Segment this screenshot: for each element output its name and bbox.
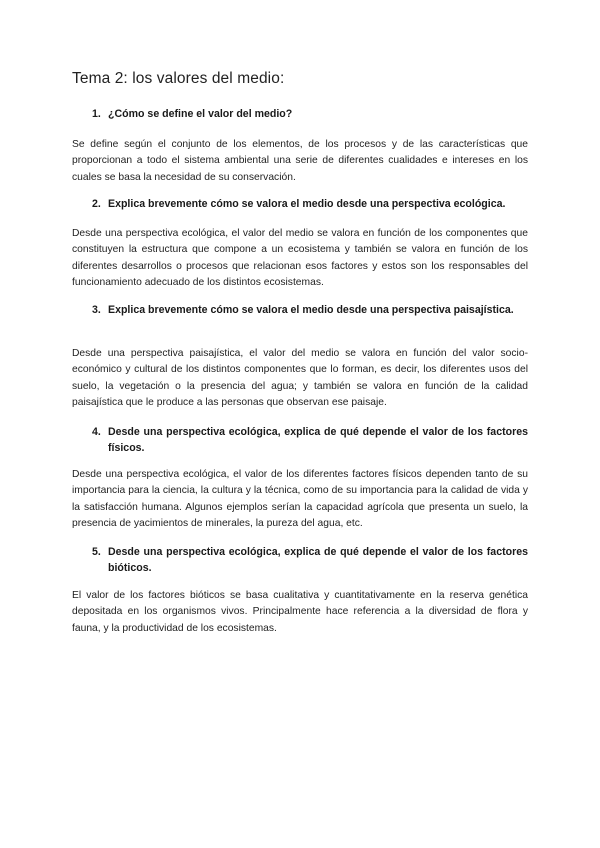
answer-3: Desde una perspectiva paisajística, el valor del medio se valora en función del valor socio-económico y cultural de los distintos componentes que lo forman, es decir, los diferentes usos del suelo, la vegetación o la presencia del agua; y también se valora en función de la calidad paisajística que le produce a las personas que observan ese paisaje.	[72, 348, 528, 408]
question-text: Desde una perspectiva ecológica, explica de qué depende el valor de los factores bióticos.	[108, 546, 528, 574]
question-text: Explica brevemente cómo se valora el medio desde una perspectiva ecológica.	[108, 198, 506, 210]
question-4	[92, 424, 528, 456]
question-number: 3.	[92, 304, 101, 316]
question-number: 2.	[92, 198, 101, 210]
answer-2: Desde una perspectiva ecológica, el valor del medio se valora en función de los componentes que constituyen la estructura que compone a un ecosistema y también se valora en función de los diferentes desarrollos o procesos que relacionan esos factores y estos son los responsables del funcionamiento adecuado de los distintos ecosistemas.	[72, 228, 528, 288]
question-text: Explica brevemente cómo se valora el medio desde una perspectiva paisajística.	[108, 304, 514, 316]
question-5	[92, 544, 528, 576]
document-title: Tema 2: los valores del medio:	[72, 70, 285, 87]
question-text: ¿Cómo se define el valor del medio?	[108, 108, 293, 120]
answer-1: Se define según el conjunto de los elementos, de los procesos y de las características que proporcionan a todo el sistema ambiental una serie de diferentes cualidades e intereses en los cuales se basa la necesidad de su conservación.	[72, 139, 528, 183]
answer-4: Desde una perspectiva ecológica, el valor de los diferentes factores físicos dependen tanto de su importancia para la ciencia, la cultura y la técnica, como de su importancia para la calidad de vida y la satisfacción humana. Algunos ejemplos serían la capacidad agrícola que presenta un suelo, la presencia de yacimientos de minerales, la pureza del agua, etc.	[72, 469, 528, 529]
question-number: 5.	[92, 546, 101, 558]
question-2	[92, 196, 528, 212]
question-text: Desde una perspectiva ecológica, explica de qué depende el valor de los factores físicos.	[108, 426, 528, 454]
question-1	[92, 106, 528, 122]
question-number: 1.	[92, 108, 101, 120]
question-3	[92, 302, 528, 318]
question-number: 4.	[92, 426, 101, 438]
answer-5: El valor de los factores bióticos se basa cualitativa y cuantitativamente en la reserva genética depositada en los organismos vivos. Principalmente hace referencia a la diversidad de flora y fauna, y la productividad de los ecosistemas.	[72, 590, 528, 634]
